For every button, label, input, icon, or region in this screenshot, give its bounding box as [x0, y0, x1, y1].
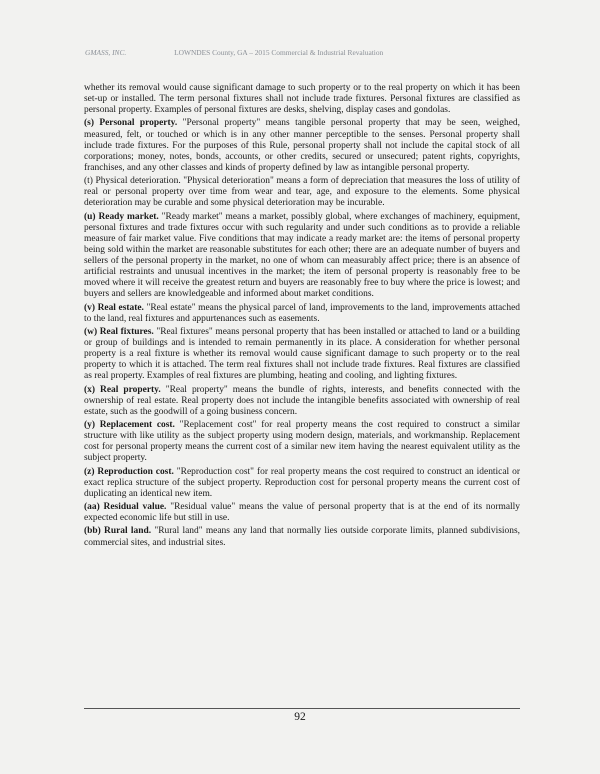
paragraph-text: "Real fixtures" means personal property that has been installed or attached to land or a building or group of buildings and is intended to remain permanently in its place. A consideration for whether personal property is a real fixture is whether its removal would cause significant damage to such property or to the real property to which it is attached. The term real fixtures shall not include trade fixtures. Real fixtures are classified as real property. Examples of real fixtures are plumbing, heating and cooling, and lighting fixtures. [84, 326, 520, 382]
header-firm: GMASS, INC. [85, 48, 127, 57]
definition-term: (z) Reproduction cost. [84, 466, 174, 477]
header-title: LOWNDES County, GA – 2015 Commercial & Industrial Revaluation [174, 48, 384, 57]
paragraph [84, 385, 520, 418]
footer-divider [84, 708, 520, 709]
paragraph-text: (t) Physical deterioration. "Physical deterioration" means a form of depreciation that measures the loss of utility of real or personal property over time from wear and tear, age, and exposure to the elements. Some physical deterioration may be curable and some physical deterioration may be incurable. [84, 176, 520, 209]
page-number: 92 [294, 711, 306, 723]
paragraph [84, 467, 520, 500]
paragraph-text: "Reproduction cost" for real property means the cost required to construct an identical or exact replica structure of the subject property. Reproduction cost for personal property means the current cost of duplicating an identical new item. [84, 466, 520, 499]
paragraph-text: "Real estate" means the physical parcel of land, improvements to the land, improvements attached to the land, real fixtures and appurtenances such as easements. [84, 302, 520, 324]
paragraph [84, 176, 520, 209]
paragraph-text: "Rural land" means any land that normally lies outside corporate limits, planned subdivisions, commercial sites, and industrial sites. [84, 526, 520, 548]
document-body [84, 83, 520, 551]
paragraph-text: "Real property" means the bundle of rights, interests, and benefits connected with the ownership of real estate. Real property does not include the intangible benefits associated with ownership of real estate, such as the goodwill of a going business concern. [84, 384, 520, 417]
paragraph [84, 83, 520, 116]
definition-term: (x) Real property. [84, 384, 161, 395]
running-header [85, 48, 540, 57]
definition-term: (v) Real estate. [84, 302, 144, 313]
paragraph-text: "Replacement cost" for real property means the cost required to construct a similar structure with like utility as the subject property using modern design, materials, and workmanship. Replacement cost for personal property means the current cost of a similar new item having the nearest equivalent utility as the subject property. [84, 420, 521, 464]
paragraph-text: "Ready market" means a market, possibly global, where exchanges of machinery, equipment, personal fixtures and trade fixtures occur with such regularity and under such conditions as to provide a reliable measure of fair market value. Five conditions that may indicate a ready market are: the items of personal property being sold within the market are reasonable substitutes for each other; there are an adequate number of buyers and sellers of the personal property in the market, no one of whom can measurably affect price; there is an absence of artificial restraints and unusual incentives in the market; the item of personal property is reasonably free to be moved where it will receive the greatest return and buyers are reasonably free to buy where the price is lowest; and buyers and sellers are knowledgeable and informed about market conditions. [84, 211, 521, 300]
paragraph [84, 420, 520, 464]
paragraph [84, 327, 520, 382]
paragraph-text: whether its removal would cause significant damage to such property or to the real property on which it has been set-up or installed. The term personal fixtures shall not include trade fixtures. Personal fixtures are classified as personal property. Examples of personal fixtures are desks, shelving, display cases and gondolas. [84, 83, 520, 116]
paragraph [84, 526, 520, 548]
paragraph [84, 212, 520, 301]
paragraph [84, 502, 520, 524]
definition-term: (w) Real fixtures. [84, 326, 154, 337]
paragraph-text: "Personal property" means tangible personal property that may be seen, weighed, measured, felt, or touched or which is in any other manner perceptible to the senses. Personal property shall include trade fixtures. For the purposes of this Rule, personal property shall not include the capital stock of all corporations; money, notes, bonds, accounts, or other credits, secured or unsecured; patent rights, copyrights, franchises, and any other classes and kinds of property defined by law as intangible personal property. [84, 118, 520, 173]
definition-term: (s) Personal property. [84, 118, 178, 129]
definition-term: (y) Replacement cost. [84, 420, 175, 431]
definition-term: (aa) Residual value. [84, 502, 167, 513]
paragraph [84, 303, 520, 325]
definition-term: (u) Ready market. [84, 211, 159, 222]
paragraph-text: "Residual value" means the value of personal property that is at the end of its normally expected economic life but still in use. [84, 502, 520, 524]
paragraph [84, 118, 520, 173]
definition-term: (bb) Rural land. [84, 526, 152, 537]
